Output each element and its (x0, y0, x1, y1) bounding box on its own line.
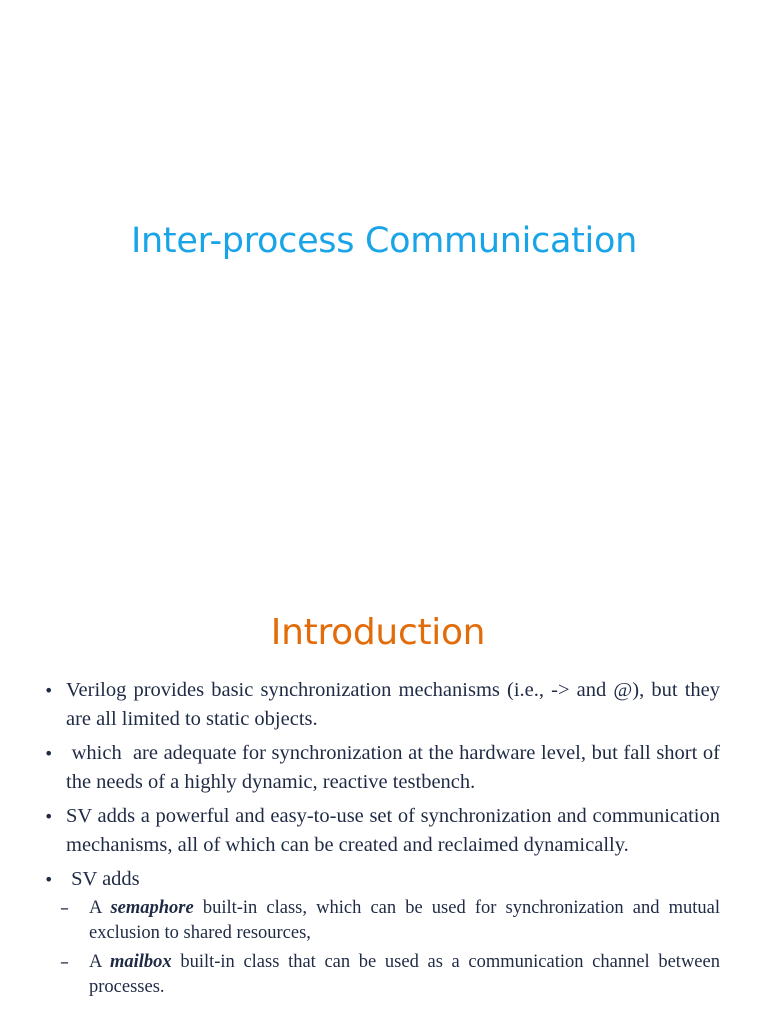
sub-item-keyword: semaphore (110, 898, 194, 918)
bullet-item (44, 739, 726, 797)
sub-bullet-item (44, 896, 725, 946)
dash-icon: – (60, 952, 69, 973)
sub-list-container (44, 896, 725, 1000)
bullet-icon: • (44, 807, 54, 826)
sub-item-text: built-in class, which can be used for synchronization and mutual exclusion to shared resources, (89, 898, 725, 943)
bullet-text: SV adds (66, 868, 140, 890)
sub-bullet-item (44, 950, 725, 1000)
sub-item-text: built-in class that can be used as a communication channel between processes. (89, 952, 725, 997)
bullet-icon: • (44, 870, 54, 889)
sub-bullet-list (44, 896, 725, 1000)
bullet-item (44, 865, 720, 894)
bullet-text: SV adds a powerful and easy-to-use set of synchronization and communication mechanisms, all of which can be created and reclaimed dynamically. (66, 805, 720, 856)
sub-item-prefix: A (89, 952, 110, 972)
dash-icon: – (60, 898, 69, 919)
sub-item-keyword: mailbox (110, 952, 172, 972)
bullet-text: which are adequate for synchronization at the hardware level, but fall short of the needs of a highly dynamic, reactive testbench. (66, 742, 726, 793)
bullet-item (44, 676, 720, 734)
bullet-icon: • (44, 681, 54, 700)
section-heading: Introduction (270, 612, 486, 653)
bullet-item (44, 802, 720, 860)
bullet-icon: • (44, 744, 54, 763)
bullet-list (44, 676, 726, 1004)
slide-title: Inter-process Communication (131, 221, 637, 261)
bullet-text: Verilog provides basic synchronization mechanisms (i.e., -> and @), but they are all limited to static objects. (66, 679, 720, 730)
sub-item-prefix: A (89, 898, 111, 918)
